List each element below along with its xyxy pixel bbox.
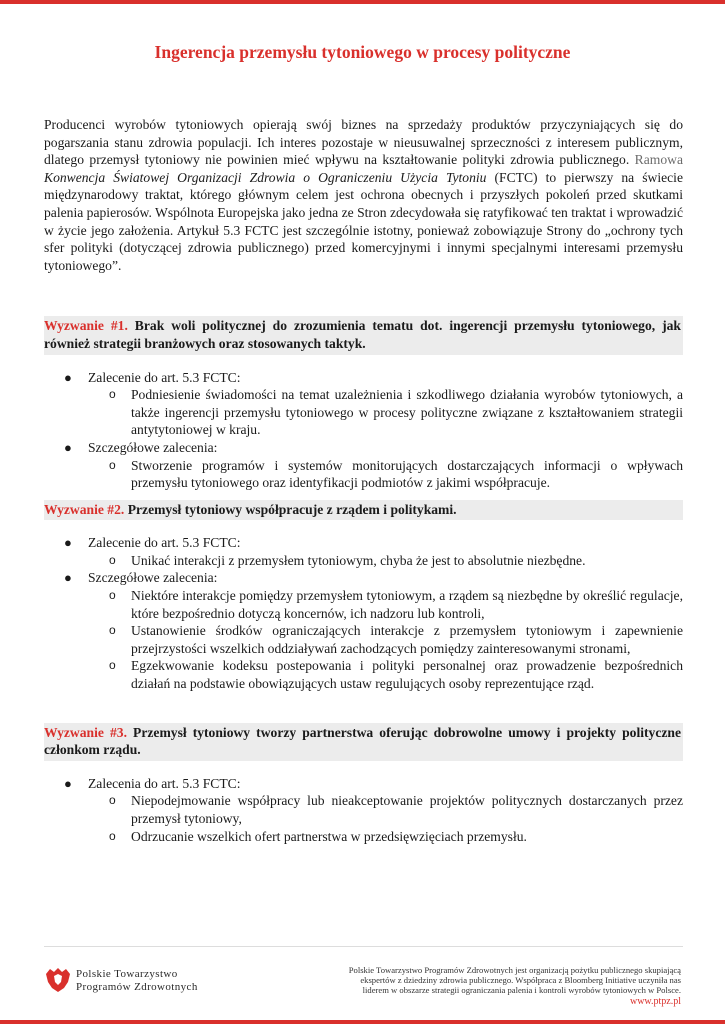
recommendation-group-title: Szczegółowe zalecenia: [88, 570, 218, 586]
challenge-heading [44, 500, 683, 521]
logo-line-2: Programów Zdrowotnych [76, 981, 198, 993]
recommendation-list [44, 775, 683, 845]
recommendation-list [44, 534, 683, 692]
ptpz-logo[interactable] [44, 966, 244, 996]
circle-bullet-icon: o [109, 658, 116, 673]
challenge-label: Wyzwanie #1. [44, 318, 128, 334]
challenge-1 [44, 316, 683, 491]
bullet-icon: ● [64, 775, 72, 791]
recommendation-item [88, 792, 683, 827]
challenge-3 [44, 723, 683, 846]
bullet-icon: ● [64, 439, 72, 455]
page-title: Ingerencja przemysłu tytoniowego w procesy polityczne [154, 42, 571, 62]
footer-url-link[interactable]: www.ptpz.pl [629, 996, 681, 1007]
challenge-heading [44, 723, 683, 761]
challenge-2 [44, 500, 683, 693]
circle-bullet-icon: o [109, 457, 116, 472]
intro-paragraph [44, 116, 683, 274]
challenge-heading-text: Przemysł tytoniowy współpracuje z rządem i politykami. [127, 501, 457, 517]
footer-divider [44, 946, 683, 947]
recommendation-list [44, 369, 683, 492]
recommendation-item [88, 657, 683, 692]
recommendation-item-text: Unikać interakcji z przemysłem tytoniowym, chyba że jest to absolutnie niezbędne. [131, 552, 586, 568]
recommendation-item [88, 587, 683, 622]
challenge-label: Wyzwanie #3. [44, 724, 127, 740]
logo-text [76, 968, 198, 994]
recommendation-group-title: Zalecenia do art. 5.3 FCTC: [88, 775, 241, 791]
intro-ograniczeniu: Ograniczeniu Użycia Tytoniu [318, 169, 487, 185]
intro-text-1: Producenci wyrobów tytoniowych opierają swój biznes na sprzedaży produktów przyczyniających się do pogarszania stanu zdrowia populacji. Ich interes pozostaje w nieusuwalnej sprzeczności z interesem publicznym, dlatego przemysł tytoniowy nie powinien mieć wpływu na kształtowanie polityki zdrowia publicznego. [44, 117, 683, 168]
recommendation-item-text: Ustanowienie środków ograniczających interakcje z przemysłem tytoniowym i zapewnienie przejrzystości wszelkich oddziaływań zachodzących pomiędzy zainteresowanymi stronami, [131, 623, 683, 656]
challenge-heading [44, 316, 683, 354]
recommendation-item-text: Egzekwowanie kodeksu postepowania i polityki personalnej oraz prowadzenie bezpośrednich działań na podstawie obowiązujących ustaw regulujących osoby reprezentujące rząd. [131, 658, 683, 692]
circle-bullet-icon: o [109, 552, 116, 567]
challenge-heading-text: Przemysł tytoniowy tworzy partnerstwa oferując dobrowolne umowy i projekty polityczne członkom rządu. [44, 724, 681, 758]
recommendation-group [44, 534, 683, 569]
circle-bullet-icon: o [109, 793, 116, 808]
footer-note [301, 965, 681, 995]
recommendation-group-title: Zalecenie do art. 5.3 FCTC: [88, 369, 241, 385]
document-body [44, 116, 683, 845]
footer-note-line-1: Polskie Towarzystwo Programów Zdrowotnych jest organizacją pożytku publicznego skupiającą [348, 965, 681, 975]
recommendation-item [88, 386, 683, 439]
recommendation-group-title: Szczegółowe zalecenia: [88, 439, 218, 455]
bullet-icon: ● [64, 369, 72, 385]
circle-bullet-icon: o [109, 387, 116, 402]
recommendation-item-text: Niektóre interakcje pomiędzy przemysłem tytoniowym, a rządem są niezbędne by określić regulacje, które bezpośrednio dotyczą koncernów, ich nadzoru lub kontroli, [131, 588, 683, 621]
recommendation-item [88, 457, 683, 492]
recommendation-item-text: Odrzucanie wszelkich ofert partnerstwa w przedsięwzięciach przemysłu. [131, 828, 527, 844]
challenge-label: Wyzwanie #2. [44, 501, 125, 517]
bottom-accent-bar [0, 1020, 725, 1024]
circle-bullet-icon: o [109, 623, 116, 638]
recommendation-item-text: Podniesienie świadomości na temat uzależnienia i szkodliwego działania wyrobów tytoniowych, a także ingerencji przemysłu tytoniowego w procesy polityczne związane z kształtowaniem strategii antytytoniowej w kraju. [131, 387, 683, 438]
intro-text-2: (FCTC) to pierwszy na świecie międzynarodowy traktat, którego głównym celem jest ochrona obecnych i przyszłych pokoleń przed skutkami palenia papierosów. Wspólnota Europejska jako jedna ze Stron zdecydowała się ratyfikować ten traktat i wprowadzić w życie jego założenia. Artykuł 5.3 FCTC jest szczególnie istotny, ponieważ zobowiązuje Strony do „ochrony tych sfer polityki (dotyczącej zdrowia publicznego) przed komercyjnymi i innymi specjalnymi interesami przemysłu tytoniowego”. [44, 169, 683, 273]
intro-konwencja: Konwencja Światowej Organizacji Zdrowia o [44, 169, 311, 185]
ptpz-logo-icon [44, 966, 72, 994]
footer-note-line-3: liderem w obszarze strategii ograniczania palenia i kontroli wyrobów tytoniowych w Polsce. [362, 985, 681, 995]
recommendation-item-text: Stworzenie programów i systemów monitorujących dostarczających informacji o wpływach przemysłu tytoniowego oraz identyfikacji podmiotów z jakimi współpracuje. [131, 457, 683, 491]
recommendation-item [88, 828, 683, 846]
recommendation-item-text: Niepodejmowanie współpracy lub nieakceptowanie projektów politycznych dostarczanych przez przemysł tytoniowy, [131, 793, 683, 826]
recommendation-item [88, 552, 683, 570]
bullet-icon: ● [64, 570, 72, 586]
bullet-icon: ● [64, 535, 72, 551]
logo-line-1: Polskie Towarzystwo [76, 968, 178, 980]
recommendation-group [44, 775, 683, 845]
challenge-heading-text: Brak woli politycznej do zrozumienia tematu dot. ingerencji przemysłu tytoniowego, jak również strategii branżowych oraz stosowanych taktyk. [44, 318, 681, 351]
footer-note-line-2: ekspertów z dziedziny zdrowia publicznego. Współpraca z Bloomberg Initiative uczyniła nas [360, 975, 681, 985]
recommendation-group-title: Zalecenie do art. 5.3 FCTC: [88, 535, 241, 551]
top-accent-bar [0, 0, 725, 4]
recommendation-item [88, 622, 683, 657]
circle-bullet-icon: o [109, 828, 116, 843]
circle-bullet-icon: o [109, 588, 116, 603]
recommendation-group [44, 439, 683, 492]
intro-ramowa: Ramowa [634, 152, 683, 168]
recommendation-group [44, 569, 683, 692]
recommendation-group [44, 369, 683, 439]
